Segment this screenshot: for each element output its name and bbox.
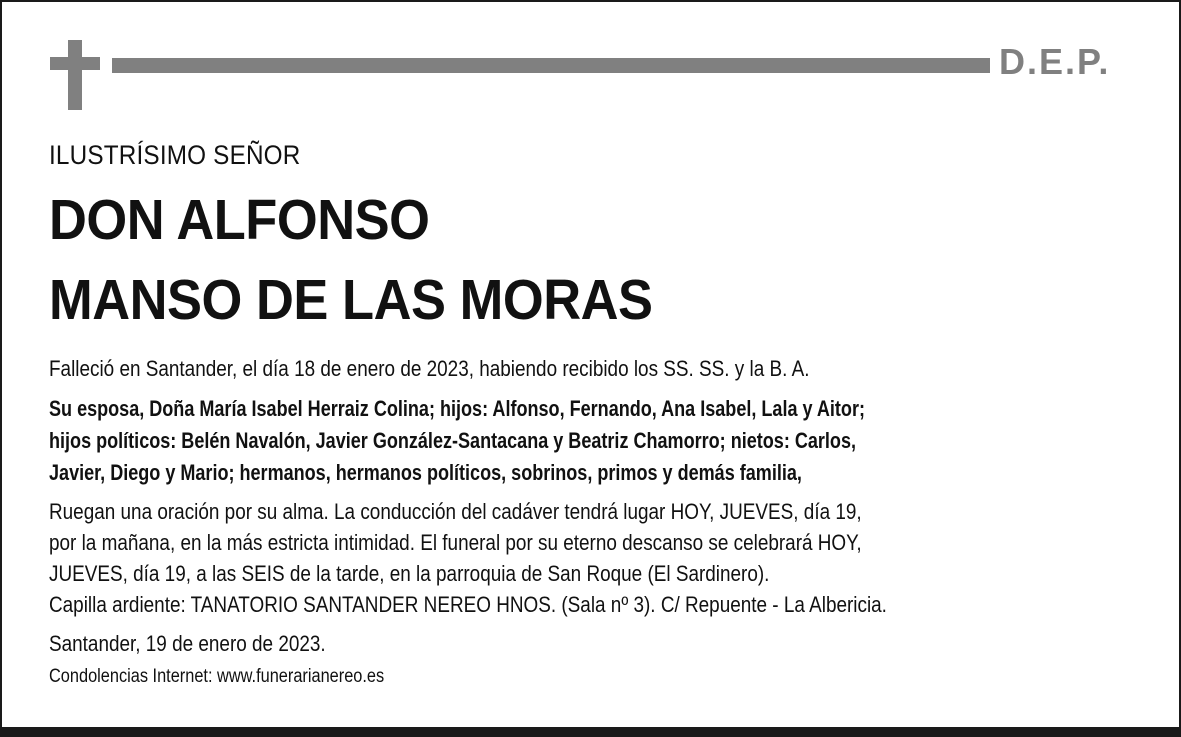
family-line-1: Su esposa, Doña María Isabel Herraiz Colina; hijos: Alfonso, Fernando, Ana Isabel, Lala y Aitor; (49, 396, 865, 421)
dep-label: D.E.P. (999, 41, 1111, 82)
deceased-name-line-1: DON ALFONSO (49, 188, 430, 252)
request-line-2: por la mañana, en la más estricta intimidad. El funeral por su eterno descanso se celebrará HOY, (49, 530, 862, 555)
cross-horizontal-bar (50, 57, 100, 70)
place-date: Santander, 19 de enero de 2023. (49, 631, 326, 656)
chapel-line: Capilla ardiente: TANATORIO SANTANDER NEREO HNOS. (Sala nº 3). C/ Repuente - La Albericia. (49, 592, 887, 617)
cross-icon (50, 40, 100, 110)
request-line-1: Ruegan una oración por su alma. La conducción del cadáver tendrá lugar HOY, JUEVES, día 19, (49, 499, 862, 524)
condolences-line: Condolencias Internet: www.funerarianereo.es (49, 666, 385, 687)
honorific-title: ILUSTRÍSIMO SEÑOR (49, 140, 301, 170)
family-line-3: Javier, Diego y Mario; hermanos, hermanos políticos, sobrinos, primos y demás familia, (49, 460, 802, 485)
header-rule (112, 58, 990, 73)
request-line-3: JUEVES, día 19, a las SEIS de la tarde, en la parroquia de San Roque (El Sardinero). (49, 561, 770, 586)
cross-vertical-bar (68, 40, 82, 110)
deceased-name-line-2: MANSO DE LAS MORAS (49, 268, 653, 332)
family-line-2: hijos políticos: Belén Navalón, Javier González-Santacana y Beatriz Chamorro; nietos: Carlos, (49, 428, 857, 453)
death-notice: Falleció en Santander, el día 18 de enero de 2023, habiendo recibido los SS. SS. y la B. A. (49, 356, 810, 381)
